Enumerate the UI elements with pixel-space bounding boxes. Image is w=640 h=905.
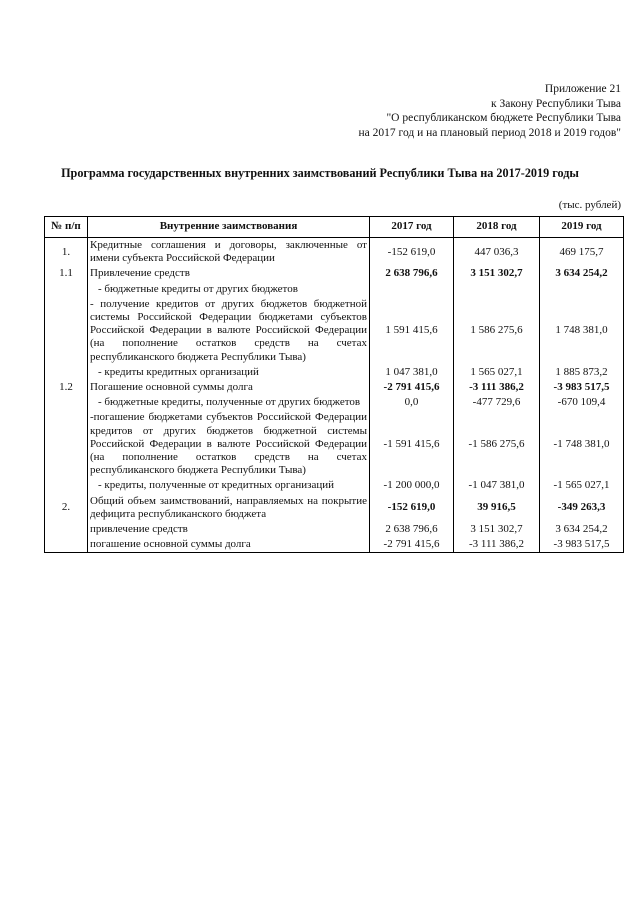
row-number	[45, 395, 88, 410]
value-2018: -477 729,6	[454, 395, 540, 410]
value-2017: -1 200 000,0	[370, 478, 454, 493]
value-2017	[370, 282, 454, 297]
row-number	[45, 282, 88, 297]
value-2019: 1 748 381,0	[540, 297, 624, 365]
header-number: № п/п	[45, 217, 88, 238]
value-2017: 0,0	[370, 395, 454, 410]
row-label: - бюджетные кредиты, полученные от других бюджетов	[88, 395, 370, 410]
row-number	[45, 478, 88, 493]
row-label: - получение кредитов от других бюджетов бюджетной системы Российской Федерации бюджетами субъектов Российской Федерации в валюте Российской Федерации (на пополнение остатков средств на счетах республиканского бюджета Республики Тыва)	[88, 297, 370, 365]
row-label: привлечение средств	[88, 522, 370, 537]
header-2018: 2018 год	[454, 217, 540, 238]
table-row	[45, 266, 624, 281]
borrowings-table	[44, 216, 624, 553]
value-2019: -1 565 027,1	[540, 478, 624, 493]
value-2018: 447 036,3	[454, 238, 540, 267]
appendix-line-4: на 2017 год и на плановый период 2018 и 2019 годов"	[358, 126, 621, 139]
row-label: Общий объем заимствований, направляемых на покрытие дефицита республиканского бюджета	[88, 494, 370, 522]
value-2019: -3 983 517,5	[540, 537, 624, 553]
value-2019: -670 109,4	[540, 395, 624, 410]
row-number: 1.1	[45, 266, 88, 281]
value-2017: -2 791 415,6	[370, 537, 454, 553]
value-2017: -2 791 415,6	[370, 380, 454, 395]
value-2019	[540, 282, 624, 297]
table-row	[45, 478, 624, 493]
value-2018: -3 111 386,2	[454, 537, 540, 553]
value-2018: -1 047 381,0	[454, 478, 540, 493]
row-number	[45, 410, 88, 478]
row-number	[45, 522, 88, 537]
table-row	[45, 297, 624, 365]
value-2019: 3 634 254,2	[540, 522, 624, 537]
row-number	[45, 365, 88, 380]
value-2019: -349 263,3	[540, 494, 624, 522]
table-row	[45, 380, 624, 395]
value-2018: 1 565 027,1	[454, 365, 540, 380]
value-2017: 1 047 381,0	[370, 365, 454, 380]
table-row	[45, 522, 624, 537]
value-2019: 1 885 873,2	[540, 365, 624, 380]
row-label: Погашение основной суммы долга	[88, 380, 370, 395]
row-number: 1.2	[45, 380, 88, 395]
header-borrowings: Внутренние заимствования	[88, 217, 370, 238]
table-row	[45, 365, 624, 380]
row-number: 1.	[45, 238, 88, 267]
appendix-line-2: к Закону Республики Тыва	[491, 97, 621, 110]
appendix-header	[359, 82, 622, 140]
value-2018: 39 916,5	[454, 494, 540, 522]
table-row	[45, 282, 624, 297]
header-2019: 2019 год	[540, 217, 624, 238]
value-2017: 1 591 415,6	[370, 297, 454, 365]
row-label: - кредиты кредитных организаций	[88, 365, 370, 380]
table-header-row	[45, 217, 624, 238]
document-title: Программа государственных внутренних заимствований Республики Тыва на 2017-2019 годы	[61, 166, 579, 180]
header-2017: 2017 год	[370, 217, 454, 238]
table-row	[45, 494, 624, 522]
value-2018: 3 151 302,7	[454, 522, 540, 537]
value-2018: 1 586 275,6	[454, 297, 540, 365]
row-label: -погашение бюджетами субъектов Российской Федерации кредитов от других бюджетов бюджетной системы Российской Федерации в валюте Российской Федерации (на пополнение остатков средств на счетах республиканского бюджета Республики Тыва)	[88, 410, 370, 478]
value-2018: -3 111 386,2	[454, 380, 540, 395]
value-2019: 3 634 254,2	[540, 266, 624, 281]
table-row	[45, 395, 624, 410]
row-number	[45, 297, 88, 365]
table-row	[45, 537, 624, 553]
value-2019: 469 175,7	[540, 238, 624, 267]
value-2018	[454, 282, 540, 297]
value-2017: -152 619,0	[370, 238, 454, 267]
value-2019: -1 748 381,0	[540, 410, 624, 478]
value-2017: -1 591 415,6	[370, 410, 454, 478]
appendix-line-3: "О республиканском бюджете Республики Тыва	[386, 112, 621, 124]
units-label: (тыс. рублей)	[558, 199, 621, 211]
value-2018: -1 586 275,6	[454, 410, 540, 478]
value-2017: 2 638 796,6	[370, 266, 454, 281]
appendix-line-1: Приложение 21	[544, 83, 621, 95]
value-2017: 2 638 796,6	[370, 522, 454, 537]
row-label: - бюджетные кредиты от других бюджетов	[88, 282, 370, 297]
table-row	[45, 238, 624, 267]
row-label: Кредитные соглашения и договоры, заключенные от имени субъекта Российской Федерации	[88, 238, 370, 267]
row-label: Привлечение средств	[88, 266, 370, 281]
row-number: 2.	[45, 494, 88, 522]
row-label: погашение основной суммы долга	[88, 537, 370, 553]
value-2018: 3 151 302,7	[454, 266, 540, 281]
value-2017: -152 619,0	[370, 494, 454, 522]
table-row	[45, 410, 624, 478]
row-number	[45, 537, 88, 553]
value-2019: -3 983 517,5	[540, 380, 624, 395]
row-label: - кредиты, полученные от кредитных организаций	[88, 478, 370, 493]
